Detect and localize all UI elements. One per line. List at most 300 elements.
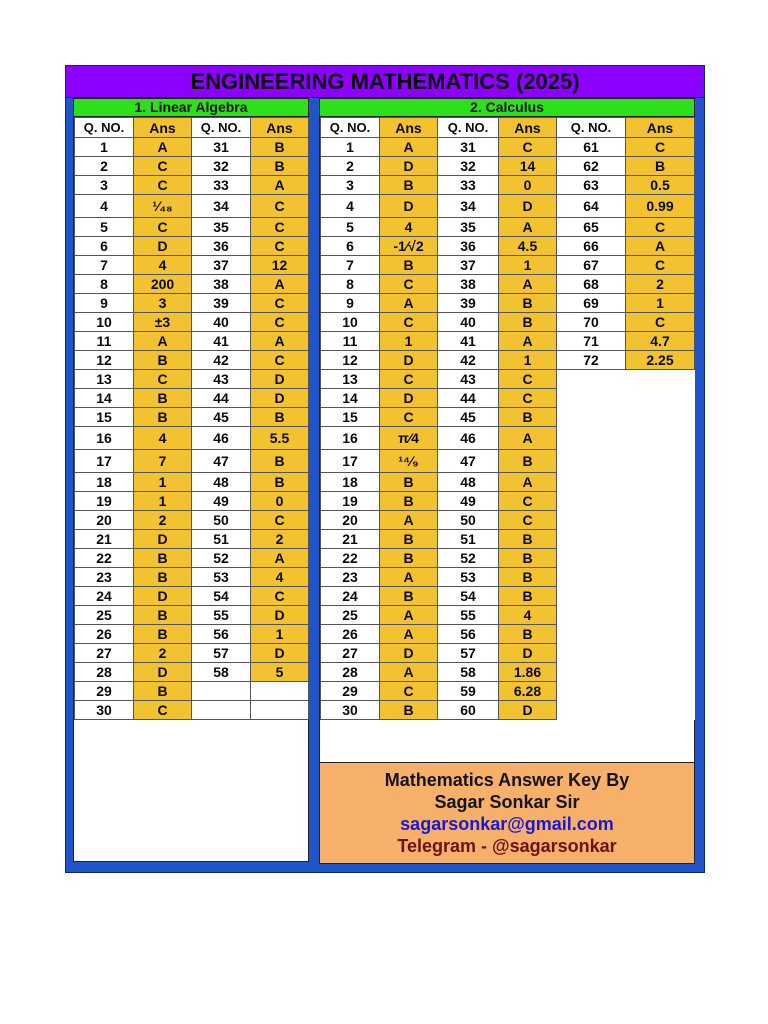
table-row bbox=[321, 568, 695, 587]
empty-cell bbox=[557, 701, 626, 720]
table-row bbox=[321, 682, 695, 701]
answer-cell: C bbox=[380, 408, 438, 427]
answer-cell: A bbox=[380, 294, 438, 313]
empty-cell bbox=[626, 701, 695, 720]
empty-cell bbox=[557, 682, 626, 701]
empty-cell bbox=[626, 549, 695, 568]
answer-cell: D bbox=[499, 195, 557, 218]
answer-cell: B bbox=[251, 157, 309, 176]
question-number-cell: 23 bbox=[321, 568, 380, 587]
question-number-cell: 27 bbox=[75, 644, 134, 663]
question-number-cell: 39 bbox=[438, 294, 499, 313]
answer-cell: 200 bbox=[134, 275, 192, 294]
table-row bbox=[75, 176, 309, 195]
answer-cell: C bbox=[251, 511, 309, 530]
answer-cell: 6.28 bbox=[499, 682, 557, 701]
empty-cell bbox=[626, 587, 695, 606]
answer-cell: C bbox=[499, 511, 557, 530]
question-number-cell: 2 bbox=[321, 157, 380, 176]
question-number-cell: 71 bbox=[557, 332, 626, 351]
question-number-cell: 13 bbox=[321, 370, 380, 389]
question-number-cell: 8 bbox=[321, 275, 380, 294]
answer-cell: B bbox=[251, 138, 309, 157]
question-number-cell: 56 bbox=[192, 625, 251, 644]
answer-cell: C bbox=[134, 370, 192, 389]
answer-cell: 1 bbox=[134, 492, 192, 511]
answer-cell: C bbox=[251, 237, 309, 256]
table-row bbox=[75, 450, 309, 473]
answer-cell: B bbox=[499, 294, 557, 313]
table-row bbox=[321, 275, 695, 294]
answer-cell: C bbox=[380, 313, 438, 332]
question-number-cell: 58 bbox=[192, 663, 251, 682]
answer-cell: B bbox=[380, 176, 438, 195]
table-row bbox=[321, 663, 695, 682]
table-row bbox=[75, 663, 309, 682]
answer-cell: 1.86 bbox=[499, 663, 557, 682]
question-number-cell: 12 bbox=[75, 351, 134, 370]
answer-cell: -1⁄√2 bbox=[380, 237, 438, 256]
answer-cell: 1 bbox=[499, 256, 557, 275]
answer-cell: 4 bbox=[251, 568, 309, 587]
table-row bbox=[321, 450, 695, 473]
question-number-cell: 54 bbox=[438, 587, 499, 606]
question-number-cell: 4 bbox=[321, 195, 380, 218]
answer-cell: π⁄4 bbox=[380, 427, 438, 450]
answer-key-sheet bbox=[65, 65, 705, 873]
empty-cell bbox=[557, 370, 626, 389]
answer-cell: B bbox=[499, 587, 557, 606]
empty-cell bbox=[557, 606, 626, 625]
empty-cell bbox=[626, 568, 695, 587]
empty-cell bbox=[557, 408, 626, 427]
question-number-cell: 25 bbox=[321, 606, 380, 625]
table-row bbox=[321, 313, 695, 332]
answer-cell: C bbox=[499, 370, 557, 389]
table-row bbox=[321, 511, 695, 530]
question-number-cell: 50 bbox=[192, 511, 251, 530]
answer-cell: A bbox=[380, 138, 438, 157]
answer-cell: A bbox=[380, 663, 438, 682]
empty-cell bbox=[626, 427, 695, 450]
empty-cell bbox=[626, 473, 695, 492]
question-number-cell: 53 bbox=[438, 568, 499, 587]
answer-cell: 1 bbox=[251, 625, 309, 644]
question-number-cell: 34 bbox=[192, 195, 251, 218]
question-number-cell: 36 bbox=[192, 237, 251, 256]
answer-cell: D bbox=[380, 195, 438, 218]
question-number-cell: 57 bbox=[438, 644, 499, 663]
column-header-ans: Ans bbox=[380, 118, 438, 138]
table-row bbox=[75, 701, 309, 720]
answer-cell: A bbox=[251, 332, 309, 351]
answer-cell: B bbox=[380, 492, 438, 511]
table-row bbox=[75, 682, 309, 701]
question-number-cell: 11 bbox=[75, 332, 134, 351]
question-number-cell: 50 bbox=[438, 511, 499, 530]
answer-cell: C bbox=[626, 313, 695, 332]
answer-cell: A bbox=[380, 568, 438, 587]
table-row bbox=[321, 176, 695, 195]
question-number-cell: 60 bbox=[438, 701, 499, 720]
linear-algebra-table bbox=[74, 117, 309, 720]
question-number-cell: 31 bbox=[192, 138, 251, 157]
question-number-cell: 17 bbox=[321, 450, 380, 473]
answer-cell: B bbox=[380, 587, 438, 606]
answer-cell: C bbox=[380, 682, 438, 701]
empty-cell bbox=[557, 625, 626, 644]
table-row bbox=[321, 408, 695, 427]
question-number-cell: 27 bbox=[321, 644, 380, 663]
answer-cell: C bbox=[626, 256, 695, 275]
answer-cell: D bbox=[251, 606, 309, 625]
table-row bbox=[321, 157, 695, 176]
answer-cell: B bbox=[251, 408, 309, 427]
table-row bbox=[321, 218, 695, 237]
table-row bbox=[75, 644, 309, 663]
column-header-qno: Q. NO. bbox=[321, 118, 380, 138]
question-number-cell: 19 bbox=[321, 492, 380, 511]
question-number-cell: 29 bbox=[321, 682, 380, 701]
answer-cell: A bbox=[380, 511, 438, 530]
answer-cell: D bbox=[251, 389, 309, 408]
question-number-cell: 47 bbox=[438, 450, 499, 473]
question-number-cell: 11 bbox=[321, 332, 380, 351]
answer-cell: C bbox=[134, 218, 192, 237]
answer-cell: 12 bbox=[251, 256, 309, 275]
question-number-cell: 42 bbox=[192, 351, 251, 370]
answer-cell: 1 bbox=[380, 332, 438, 351]
table-row bbox=[75, 256, 309, 275]
empty-cell bbox=[557, 450, 626, 473]
answer-cell: C bbox=[251, 351, 309, 370]
answer-cell: C bbox=[380, 370, 438, 389]
question-number-cell: 16 bbox=[321, 427, 380, 450]
answer-cell: B bbox=[134, 625, 192, 644]
table-row bbox=[321, 625, 695, 644]
question-number-cell: 2 bbox=[75, 157, 134, 176]
question-number-cell: 46 bbox=[438, 427, 499, 450]
answer-cell: 0 bbox=[251, 492, 309, 511]
table-row bbox=[75, 473, 309, 492]
answer-cell: A bbox=[251, 275, 309, 294]
question-number-cell: 5 bbox=[75, 218, 134, 237]
table-row bbox=[75, 606, 309, 625]
question-number-cell: 39 bbox=[192, 294, 251, 313]
question-number-cell: 1 bbox=[321, 138, 380, 157]
empty-cell bbox=[626, 389, 695, 408]
question-number-cell: 34 bbox=[438, 195, 499, 218]
column-header-qno: Q. NO. bbox=[438, 118, 499, 138]
answer-cell: 4 bbox=[134, 427, 192, 450]
question-number-cell: 21 bbox=[321, 530, 380, 549]
question-number-cell: 18 bbox=[321, 473, 380, 492]
answer-cell: 5 bbox=[251, 663, 309, 682]
credit-line: Mathematics Answer Key By bbox=[384, 770, 630, 790]
answer-cell: C bbox=[251, 195, 309, 218]
question-number-cell: 58 bbox=[438, 663, 499, 682]
empty-cell bbox=[557, 663, 626, 682]
table-row bbox=[321, 294, 695, 313]
answer-cell: B bbox=[134, 408, 192, 427]
answer-cell: D bbox=[499, 644, 557, 663]
question-number-cell: 37 bbox=[192, 256, 251, 275]
answer-cell: B bbox=[380, 473, 438, 492]
table-row bbox=[321, 473, 695, 492]
question-number-cell: 41 bbox=[438, 332, 499, 351]
answer-cell: D bbox=[380, 644, 438, 663]
question-number-cell: 52 bbox=[192, 549, 251, 568]
answer-cell: 2 bbox=[251, 530, 309, 549]
question-number-cell: 65 bbox=[557, 218, 626, 237]
question-number-cell: 10 bbox=[75, 313, 134, 332]
telegram-handle: Telegram - @sagarsonkar bbox=[397, 836, 617, 856]
question-number-cell: 64 bbox=[557, 195, 626, 218]
question-number-cell: 63 bbox=[557, 176, 626, 195]
answer-cell: B bbox=[499, 530, 557, 549]
question-number-cell: 31 bbox=[438, 138, 499, 157]
question-number-cell: 47 bbox=[192, 450, 251, 473]
calculus-panel bbox=[319, 98, 695, 862]
calculus-table bbox=[320, 117, 695, 720]
answer-cell: ±3 bbox=[134, 313, 192, 332]
answer-cell: B bbox=[134, 568, 192, 587]
linear-algebra-panel bbox=[73, 98, 309, 862]
empty-cell bbox=[557, 492, 626, 511]
answer-cell: 1 bbox=[626, 294, 695, 313]
table-row bbox=[75, 351, 309, 370]
empty-cell bbox=[557, 568, 626, 587]
answer-cell: B bbox=[499, 568, 557, 587]
question-number-cell: 44 bbox=[192, 389, 251, 408]
table-row bbox=[321, 138, 695, 157]
empty-cell bbox=[557, 427, 626, 450]
question-number-cell: 3 bbox=[75, 176, 134, 195]
column-header-ans: Ans bbox=[134, 118, 192, 138]
question-number-cell: 69 bbox=[557, 294, 626, 313]
question-number-cell: 35 bbox=[438, 218, 499, 237]
table-row bbox=[321, 644, 695, 663]
answer-cell: B bbox=[499, 313, 557, 332]
answer-cell: 2.25 bbox=[626, 351, 695, 370]
question-number-cell: 9 bbox=[321, 294, 380, 313]
answer-cell: C bbox=[499, 492, 557, 511]
question-number-cell: 23 bbox=[75, 568, 134, 587]
question-number-cell: 45 bbox=[438, 408, 499, 427]
answer-cell: B bbox=[380, 701, 438, 720]
question-number-cell: 32 bbox=[192, 157, 251, 176]
answer-cell: 2 bbox=[134, 511, 192, 530]
question-number-cell: 24 bbox=[321, 587, 380, 606]
question-number-cell: 20 bbox=[321, 511, 380, 530]
answer-cell: B bbox=[134, 351, 192, 370]
question-number-cell: 52 bbox=[438, 549, 499, 568]
question-number-cell: 35 bbox=[192, 218, 251, 237]
empty-cell bbox=[557, 549, 626, 568]
question-number-cell: 49 bbox=[192, 492, 251, 511]
question-number-cell: 37 bbox=[438, 256, 499, 275]
question-number-cell: 14 bbox=[321, 389, 380, 408]
empty-cell bbox=[557, 644, 626, 663]
question-number-cell: 7 bbox=[75, 256, 134, 275]
answer-cell: C bbox=[134, 176, 192, 195]
question-number-cell: 22 bbox=[321, 549, 380, 568]
question-number-cell: 4 bbox=[75, 195, 134, 218]
answer-cell: D bbox=[134, 530, 192, 549]
answer-cell: A bbox=[499, 218, 557, 237]
question-number-cell: 8 bbox=[75, 275, 134, 294]
question-number-cell bbox=[192, 701, 251, 720]
answer-cell: C bbox=[251, 218, 309, 237]
empty-cell bbox=[557, 511, 626, 530]
empty-cell bbox=[626, 511, 695, 530]
table-row bbox=[321, 427, 695, 450]
question-number-cell: 56 bbox=[438, 625, 499, 644]
answer-cell: 0 bbox=[499, 176, 557, 195]
question-number-cell: 36 bbox=[438, 237, 499, 256]
answer-cell: ¹⁴⁄₉ bbox=[380, 450, 438, 473]
question-number-cell: 5 bbox=[321, 218, 380, 237]
question-number-cell: 1 bbox=[75, 138, 134, 157]
table-row bbox=[75, 313, 309, 332]
question-number-cell: 32 bbox=[438, 157, 499, 176]
answer-cell: C bbox=[499, 138, 557, 157]
question-number-cell: 61 bbox=[557, 138, 626, 157]
table-row bbox=[75, 511, 309, 530]
answer-cell: C bbox=[626, 218, 695, 237]
answer-cell: A bbox=[499, 427, 557, 450]
question-number-cell: 15 bbox=[321, 408, 380, 427]
table-row bbox=[75, 237, 309, 256]
answer-cell: 1 bbox=[134, 473, 192, 492]
table-row bbox=[321, 606, 695, 625]
question-number-cell: 43 bbox=[192, 370, 251, 389]
question-number-cell: 49 bbox=[438, 492, 499, 511]
answer-cell: B bbox=[380, 549, 438, 568]
answer-cell: 2 bbox=[626, 275, 695, 294]
table-row bbox=[321, 237, 695, 256]
table-row bbox=[75, 549, 309, 568]
page-title: ENGINEERING MATHEMATICS (2025) bbox=[66, 66, 704, 98]
empty-cell bbox=[626, 450, 695, 473]
empty-cell bbox=[626, 606, 695, 625]
empty-cell bbox=[626, 530, 695, 549]
credit-box bbox=[319, 762, 695, 864]
answer-cell: 14 bbox=[499, 157, 557, 176]
question-number-cell: 40 bbox=[192, 313, 251, 332]
answer-cell: A bbox=[251, 549, 309, 568]
table-row bbox=[321, 351, 695, 370]
question-number-cell: 38 bbox=[438, 275, 499, 294]
answer-cell: 4 bbox=[499, 606, 557, 625]
table-row bbox=[75, 370, 309, 389]
question-number-cell: 55 bbox=[438, 606, 499, 625]
answer-cell: B bbox=[380, 256, 438, 275]
column-header-qno: Q. NO. bbox=[557, 118, 626, 138]
answer-cell: 4 bbox=[380, 218, 438, 237]
empty-cell bbox=[557, 530, 626, 549]
answer-cell: 2 bbox=[134, 644, 192, 663]
table-row bbox=[75, 492, 309, 511]
answer-cell: B bbox=[499, 450, 557, 473]
answer-cell: B bbox=[134, 682, 192, 701]
question-number-cell: 18 bbox=[75, 473, 134, 492]
question-number-cell: 51 bbox=[438, 530, 499, 549]
question-number-cell: 38 bbox=[192, 275, 251, 294]
column-header-ans: Ans bbox=[499, 118, 557, 138]
question-number-cell: 20 bbox=[75, 511, 134, 530]
question-number-cell: 55 bbox=[192, 606, 251, 625]
empty-cell bbox=[626, 408, 695, 427]
table-row bbox=[75, 530, 309, 549]
answer-cell: 1 bbox=[499, 351, 557, 370]
question-number-cell: 53 bbox=[192, 568, 251, 587]
answer-cell: D bbox=[251, 644, 309, 663]
answer-cell: C bbox=[380, 275, 438, 294]
question-number-cell: 41 bbox=[192, 332, 251, 351]
empty-cell bbox=[626, 492, 695, 511]
question-number-cell: 17 bbox=[75, 450, 134, 473]
answer-cell: A bbox=[134, 138, 192, 157]
question-number-cell: 33 bbox=[438, 176, 499, 195]
answer-cell: 3 bbox=[134, 294, 192, 313]
question-number-cell: 43 bbox=[438, 370, 499, 389]
question-number-cell: 42 bbox=[438, 351, 499, 370]
table-row bbox=[321, 332, 695, 351]
question-number-cell: 57 bbox=[192, 644, 251, 663]
empty-cell bbox=[557, 473, 626, 492]
answer-cell: D bbox=[134, 237, 192, 256]
empty-cell bbox=[626, 644, 695, 663]
answer-cell: A bbox=[626, 237, 695, 256]
answer-cell: B bbox=[380, 530, 438, 549]
table-row bbox=[321, 701, 695, 720]
table-row bbox=[321, 587, 695, 606]
empty-cell bbox=[626, 663, 695, 682]
answer-cell: A bbox=[499, 473, 557, 492]
answer-cell: A bbox=[134, 332, 192, 351]
answer-cell: 5.5 bbox=[251, 427, 309, 450]
answer-cell: C bbox=[134, 701, 192, 720]
question-number-cell: 45 bbox=[192, 408, 251, 427]
question-number-cell: 28 bbox=[75, 663, 134, 682]
table-row bbox=[75, 625, 309, 644]
answer-cell: 4.7 bbox=[626, 332, 695, 351]
answer-cell: B bbox=[499, 549, 557, 568]
question-number-cell: 6 bbox=[321, 237, 380, 256]
answer-cell: C bbox=[499, 389, 557, 408]
question-number-cell: 48 bbox=[192, 473, 251, 492]
table-row bbox=[75, 138, 309, 157]
answer-cell bbox=[251, 701, 309, 720]
answer-cell: B bbox=[499, 625, 557, 644]
answer-cell: B bbox=[134, 549, 192, 568]
table-row bbox=[75, 195, 309, 218]
answer-cell: B bbox=[626, 157, 695, 176]
table-row bbox=[75, 332, 309, 351]
question-number-cell: 59 bbox=[438, 682, 499, 701]
table-row bbox=[321, 549, 695, 568]
answer-cell: B bbox=[499, 408, 557, 427]
answer-cell: A bbox=[380, 625, 438, 644]
table-row bbox=[75, 157, 309, 176]
question-number-cell: 66 bbox=[557, 237, 626, 256]
answer-cell: C bbox=[134, 157, 192, 176]
table-row bbox=[75, 275, 309, 294]
author-name: Sagar Sonkar Sir bbox=[434, 792, 580, 812]
question-number-cell: 46 bbox=[192, 427, 251, 450]
question-number-cell: 21 bbox=[75, 530, 134, 549]
